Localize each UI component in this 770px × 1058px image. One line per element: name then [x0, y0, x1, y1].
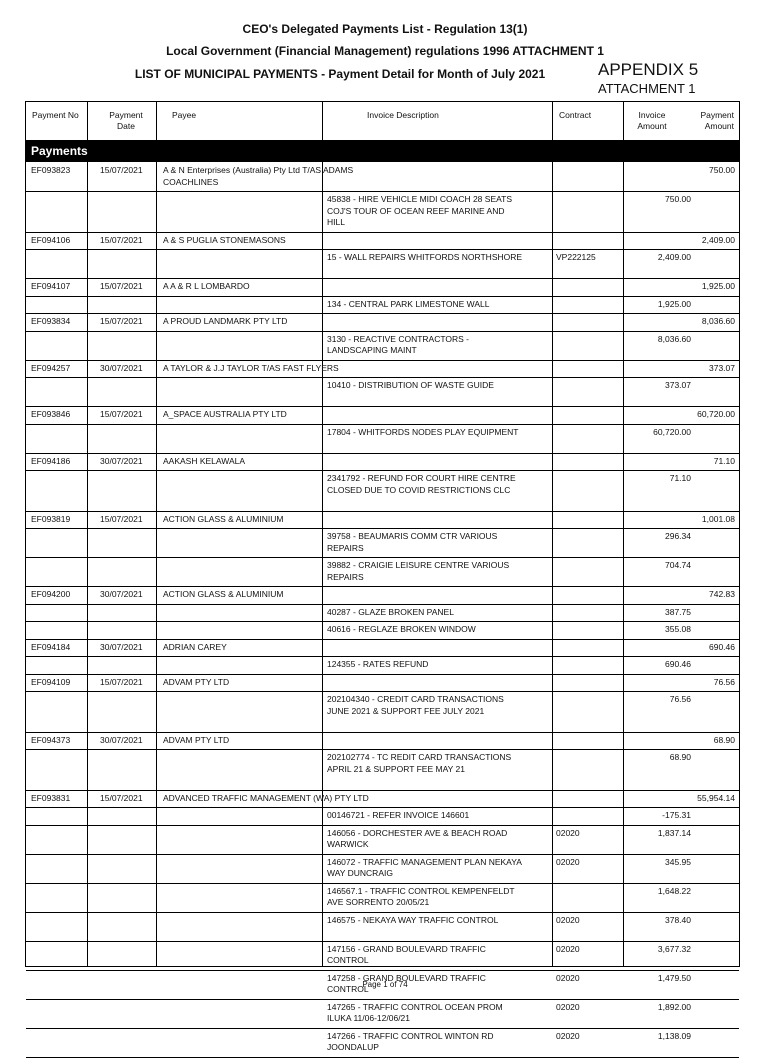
- invoice-amount: 1,479.50: [657, 972, 691, 983]
- invoice-description: 17804 - WHITFORDS NODES PLAY EQUIPMENT: [327, 426, 519, 437]
- payment-date: 15/07/2021: [100, 409, 143, 419]
- invoice-description: 40616 - REGLAZE BROKEN WINDOW: [327, 624, 476, 634]
- invoice-contract: 02020: [556, 972, 580, 983]
- invoice-description: 10410 - DISTRIBUTION OF WASTE GUIDE: [327, 380, 494, 390]
- invoice-contract: 02020: [556, 914, 580, 925]
- row-divider: [26, 941, 739, 942]
- col-header-payment-no: Payment No: [32, 110, 79, 120]
- page-number: Page 1 of 74: [362, 980, 408, 989]
- invoice-contract: 02020: [556, 827, 580, 838]
- row-divider: [26, 249, 739, 250]
- invoice-description: 39882 - CRAIGIE LEISURE CENTRE VARIOUS REPAIRS: [327, 560, 510, 582]
- invoice-description: 45838 - HIRE VEHICLE MIDI COACH 28 SEATS COJ'S TOUR OF OCEAN REEF MARINE AND HILL: [327, 194, 513, 227]
- appendix-label: APPENDIX 5: [598, 60, 699, 79]
- payment-number: EF094200: [31, 589, 71, 599]
- payment-number: EF093834: [31, 316, 71, 326]
- payment-number: EF094107: [31, 281, 71, 291]
- payee-name: ADVAM PTY LTD: [163, 676, 230, 687]
- payment-number: EF093823: [31, 165, 71, 175]
- col-header-contract: Contract: [559, 110, 592, 120]
- invoice-amount: 68.90: [669, 752, 691, 762]
- invoice-amount: 378.40: [665, 914, 691, 925]
- invoice-contract: 02020: [556, 1030, 580, 1041]
- invoice-description: 146567.1 - TRAFFIC CONTROL KEMPENFELDT AVE SORRENTO 20/05/21: [327, 885, 515, 907]
- invoice-amount: 1,138.09: [657, 1030, 691, 1041]
- payment-amount: 68.90: [713, 734, 735, 745]
- row-divider: [26, 854, 739, 855]
- payee-name: A & S PUGLIA STONEMASONS: [163, 234, 286, 245]
- invoice-amount: 355.08: [665, 624, 691, 634]
- invoice-description: 3130 - REACTIVE CONTRACTORS - LANDSCAPING MAINT: [327, 333, 470, 355]
- payment-date: 30/07/2021: [100, 641, 143, 652]
- payment-amount: 373.07: [709, 362, 735, 373]
- payment-date: 30/07/2021: [100, 589, 143, 599]
- col-header-invoice-description: Invoice Description: [367, 110, 439, 120]
- invoice-amount: -175.31: [662, 810, 691, 820]
- invoice-description: 147156 - GRAND BOULEVARD TRAFFIC CONTROL: [327, 943, 486, 965]
- report-subtitle: Local Government (Financial Management) regulations 1996 ATTACHMENT 1: [166, 44, 604, 58]
- payee-name: ADRIAN CAREY: [163, 641, 227, 652]
- payee-name: A_SPACE AUSTRALIA PTY LTD: [163, 409, 287, 419]
- row-divider: [26, 331, 739, 332]
- payment-number: EF093846: [31, 409, 71, 419]
- row-divider: [26, 453, 739, 454]
- row-divider: [26, 825, 739, 826]
- invoice-amount: 3,677.32: [657, 943, 691, 954]
- payment-amount: 690.46: [709, 641, 735, 652]
- section-title: Payments: [31, 144, 88, 158]
- payment-amount: 8,036.60: [701, 316, 735, 326]
- row-divider: [26, 790, 739, 791]
- payee-name: ACTION GLASS & ALUMINIUM: [163, 513, 284, 524]
- invoice-description: 147258 - GRAND BOULEVARD TRAFFIC CONTROL: [327, 972, 486, 994]
- payee-name: A TAYLOR & J.J TAYLOR T/AS FAST FLYERS: [163, 362, 339, 373]
- invoice-amount: 71.10: [669, 473, 691, 483]
- payment-date: 30/07/2021: [100, 362, 143, 373]
- row-divider: [26, 511, 739, 512]
- invoice-amount: 8,036.60: [657, 333, 691, 344]
- payee-name: ADVANCED TRAFFIC MANAGEMENT (WA) PTY LTD: [163, 792, 369, 803]
- payment-amount: 1,925.00: [701, 281, 735, 291]
- row-divider: [26, 296, 739, 297]
- payment-amount: 60,720.00: [697, 409, 735, 419]
- payment-amount: 71.10: [713, 455, 735, 466]
- invoice-description: 147266 - TRAFFIC CONTROL WINTON RD JOONDALUP: [327, 1030, 494, 1052]
- payment-date: 15/07/2021: [100, 676, 143, 687]
- invoice-amount: 1,648.22: [657, 885, 691, 896]
- row-divider: [26, 586, 739, 587]
- row-divider: [26, 732, 739, 733]
- row-divider: [26, 1028, 739, 1029]
- row-divider: [26, 883, 739, 884]
- payment-number: EF093831: [31, 792, 71, 803]
- col-header-invoice-amount: Invoice Amount: [637, 110, 667, 131]
- invoice-description: 202102774 - TC REDIT CARD TRANSACTIONS APRIL 21 & SUPPORT FEE MAY 21: [327, 752, 512, 774]
- col-header-payment-date: Payment Date: [109, 110, 143, 131]
- row-divider: [26, 604, 739, 605]
- payee-name: ADVAM PTY LTD: [163, 734, 230, 745]
- row-divider: [26, 749, 739, 750]
- row-divider: [26, 656, 739, 657]
- invoice-description: 39758 - BEAUMARIS COMM CTR VARIOUS REPAIRS: [327, 531, 498, 553]
- invoice-amount: 60,720.00: [653, 426, 691, 437]
- payee-name: A A & R L LOMBARDO: [163, 281, 250, 291]
- payment-number: EF094184: [31, 641, 71, 652]
- invoice-contract: 02020: [556, 1001, 580, 1012]
- payment-amount: 1,001.08: [701, 513, 735, 524]
- invoice-description: 00146721 - REFER INVOICE 146601: [327, 810, 470, 820]
- invoice-amount: 690.46: [665, 659, 691, 669]
- invoice-description: 146072 - TRAFFIC MANAGEMENT PLAN NEKAYA WAY DUNCRAIG: [327, 856, 522, 878]
- payment-date: 15/07/2021: [100, 316, 143, 326]
- payment-number: EF094106: [31, 234, 71, 245]
- payment-date: 30/07/2021: [100, 734, 143, 745]
- payee-name: AAKASH KELAWALA: [163, 455, 246, 466]
- invoice-amount: 345.95: [665, 856, 691, 867]
- invoice-amount: 1,892.00: [657, 1001, 691, 1012]
- row-divider: [26, 406, 739, 407]
- row-divider: [26, 557, 739, 558]
- payment-number: EF093819: [31, 513, 71, 524]
- row-divider: [26, 278, 739, 279]
- row-divider: [26, 424, 739, 425]
- col-header-payee: Payee: [172, 110, 197, 120]
- invoice-contract: VP222125: [556, 252, 596, 262]
- report-period-title: LIST OF MUNICIPAL PAYMENTS - Payment Detail for Month of July 2021: [134, 67, 546, 81]
- row-divider: [26, 528, 739, 529]
- invoice-description: 2341792 - REFUND FOR COURT HIRE CENTRE CLOSED DUE TO COVID RESTRICTIONS CLC: [327, 473, 516, 495]
- payee-name: A & N Enterprises (Australia) Pty Ltd T/AS ADAMS COACHLINES: [163, 165, 354, 187]
- invoice-description: 15 - WALL REPAIRS WHITFORDS NORTHSHORE: [327, 252, 523, 262]
- row-divider: [26, 232, 739, 233]
- invoice-amount: 704.74: [665, 560, 691, 570]
- invoice-amount: 373.07: [665, 380, 691, 390]
- payment-date: 15/07/2021: [100, 513, 143, 524]
- invoice-amount: 1,837.14: [657, 827, 691, 838]
- row-divider: [26, 377, 739, 378]
- payment-amount: 2,409.00: [701, 234, 735, 245]
- section-band: [26, 140, 739, 162]
- invoice-contract: 02020: [556, 943, 580, 954]
- invoice-description: 146056 - DORCHESTER AVE & BEACH ROAD WARWICK: [327, 827, 508, 849]
- row-divider: [26, 1057, 739, 1058]
- invoice-amount: 76.56: [669, 694, 691, 704]
- row-divider: [26, 621, 739, 622]
- invoice-description: 147265 - TRAFFIC CONTROL OCEAN PROM ILUKA 11/06-12/06/21: [327, 1001, 503, 1023]
- payment-amount: 742.83: [709, 589, 735, 599]
- invoice-description: 202104340 - CREDIT CARD TRANSACTIONS JUNE 2021 & SUPPORT FEE JULY 2021: [327, 694, 504, 716]
- attachment-label: ATTACHMENT 1: [598, 81, 696, 96]
- row-divider: [26, 360, 739, 361]
- payment-date: 15/07/2021: [100, 281, 143, 291]
- payment-date: 15/07/2021: [100, 165, 143, 175]
- payment-amount: 750.00: [709, 165, 735, 175]
- invoice-amount: 750.00: [665, 194, 691, 204]
- row-divider: [26, 191, 739, 192]
- payment-date: 30/07/2021: [100, 455, 143, 466]
- row-divider: [26, 970, 739, 971]
- payee-name: A PROUD LANDMARK PTY LTD: [163, 316, 288, 326]
- payment-amount: 55,954.14: [697, 792, 735, 803]
- table-header-row: [26, 102, 739, 141]
- invoice-description: 40287 - GLAZE BROKEN PANEL: [327, 606, 454, 617]
- row-divider: [26, 674, 739, 675]
- payment-number: EF094257: [31, 362, 71, 373]
- invoice-amount: 1,925.00: [657, 298, 691, 309]
- invoice-description: 124355 - RATES REFUND: [327, 659, 429, 669]
- payment-date: 15/07/2021: [100, 792, 143, 803]
- payment-amount: 76.56: [713, 676, 735, 687]
- row-divider: [26, 807, 739, 808]
- payment-number: EF094373: [31, 734, 71, 745]
- row-divider: [26, 470, 739, 471]
- invoice-amount: 387.75: [665, 606, 691, 617]
- invoice-contract: 02020: [556, 856, 580, 867]
- invoice-amount: 296.34: [665, 531, 691, 541]
- row-divider: [26, 639, 739, 640]
- row-divider: [26, 999, 739, 1000]
- invoice-description: 146575 - NEKAYA WAY TRAFFIC CONTROL: [327, 914, 499, 925]
- payee-name: ACTION GLASS & ALUMINIUM: [163, 589, 284, 599]
- row-divider: [26, 691, 739, 692]
- row-divider: [26, 313, 739, 314]
- report-title: CEO's Delegated Payments List - Regulation 13(1): [242, 22, 528, 36]
- col-header-payment-amount: Payment Amount: [700, 110, 734, 131]
- invoice-amount: 2,409.00: [657, 252, 691, 262]
- payment-number: EF094186: [31, 455, 71, 466]
- row-divider: [26, 912, 739, 913]
- payment-date: 15/07/2021: [100, 234, 143, 245]
- invoice-description: 134 - CENTRAL PARK LIMESTONE WALL: [327, 298, 490, 309]
- payment-number: EF094109: [31, 676, 71, 687]
